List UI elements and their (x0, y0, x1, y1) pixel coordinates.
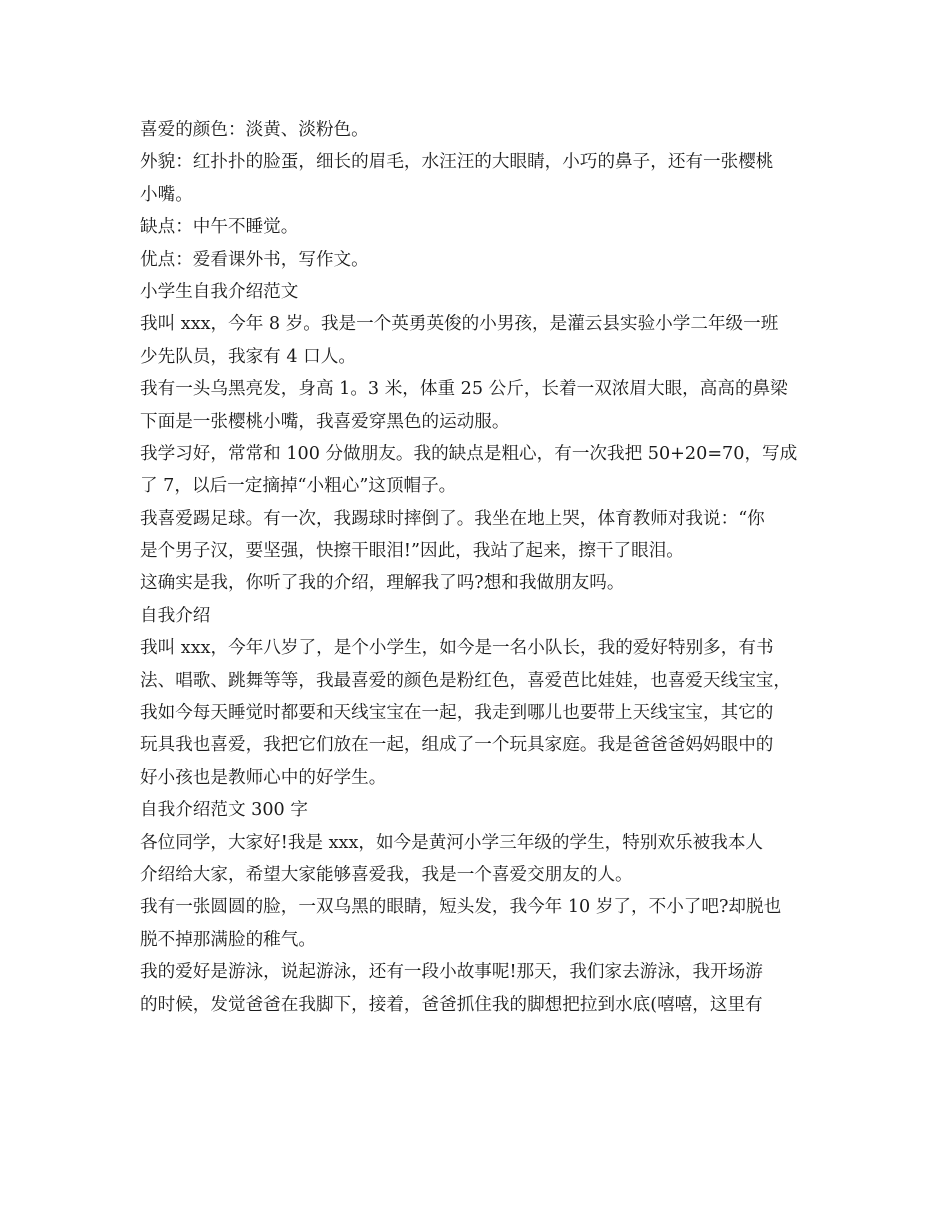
text-line: 我叫 xxx，今年 8 岁。我是一个英勇英俊的小男孩，是灌云县实验小学二年级一班 (140, 314, 779, 335)
text-line: 各位同学，大家好!我是 xxx，如今是黄河小学三年级的学生，特别欢乐被我本人 (140, 832, 764, 853)
document-body (140, 114, 820, 1021)
text-line: 好小孩也是教师心中的好学生。 (140, 767, 387, 788)
text-line: 我如今每天睡觉时都要和天线宝宝在一起，我走到哪儿也要带上天线宝宝，其它的 (140, 703, 774, 724)
text-line: 脱不掉那满脸的稚气。 (140, 929, 316, 950)
text-line: 自我介绍范文 300 字 (140, 800, 308, 821)
text-line: 喜爱的颜色：淡黄、淡粉色。 (140, 120, 369, 140)
text-line: 这确实是我，你听了我的介绍，理解我了吗?想和我做朋友吗。 (140, 573, 625, 594)
text-line: 我叫 xxx，今年八岁了，是个小学生，如今是一名小队长，我的爱好特别多，有书 (140, 638, 774, 659)
text-line: 我有一张圆圆的脸，一双乌黑的眼睛，短头发，我今年 10 岁了，不小了吧?却脱也 (140, 897, 782, 918)
text-line: 我有一头乌黑亮发，身高 1。3 米，体重 25 公斤，长着一双浓眉大眼，高高的鼻梁 (140, 379, 788, 400)
text-line: 介绍给大家，希望大家能够喜爱我，我是一个喜爱交朋友的人。 (140, 864, 633, 885)
text-line: 了 7，以后一定摘掉“小粗心”这顶帽子。 (140, 476, 457, 497)
text-line: 小嘴。 (140, 184, 193, 205)
text-line: 我学习好，常常和 100 分做朋友。我的缺点是粗心，有一次我把 50+20=70，写成 (140, 443, 798, 464)
text-line: 的时候，发觉爸爸在我脚下，接着，爸爸抓住我的脚想把拉到水底(嘻嘻，这里有 (140, 994, 763, 1015)
text-line: 我的爱好是游泳，说起游泳，还有一段小故事呢!那天，我们家去游泳，我开场游 (140, 962, 763, 983)
text-line: 小学生自我介绍范文 (140, 281, 299, 302)
text-line: 外貌：红扑扑的脸蛋，细长的眉毛，水汪汪的大眼睛，小巧的鼻子，还有一张樱桃 (140, 152, 774, 173)
text-line: 玩具我也喜爱，我把它们放在一起，组成了一个玩具家庭。我是爸爸爸妈妈眼中的 (140, 735, 774, 756)
text-line: 下面是一张樱桃小嘴，我喜爱穿黑色的运动服。 (140, 411, 510, 432)
text-line: 法、唱歌、跳舞等等，我最喜爱的颜色是粉红色，喜爱芭比娃娃，也喜爱天线宝宝， (140, 670, 791, 691)
text-line: 少先队员，我家有 4 口人。 (140, 346, 356, 367)
text-line: 缺点：中午不睡觉。 (140, 217, 299, 238)
text-line: 我喜爱踢足球。有一次，我踢球时摔倒了。我坐在地上哭，体育教师对我说：“你 (140, 508, 765, 529)
text-line: 优点：爱看课外书，写作文。 (140, 249, 369, 270)
text-line: 自我介绍 (140, 605, 211, 626)
text-line: 是个男子汉，要坚强，快擦干眼泪!”因此，我站了起来，擦干了眼泪。 (140, 541, 684, 562)
